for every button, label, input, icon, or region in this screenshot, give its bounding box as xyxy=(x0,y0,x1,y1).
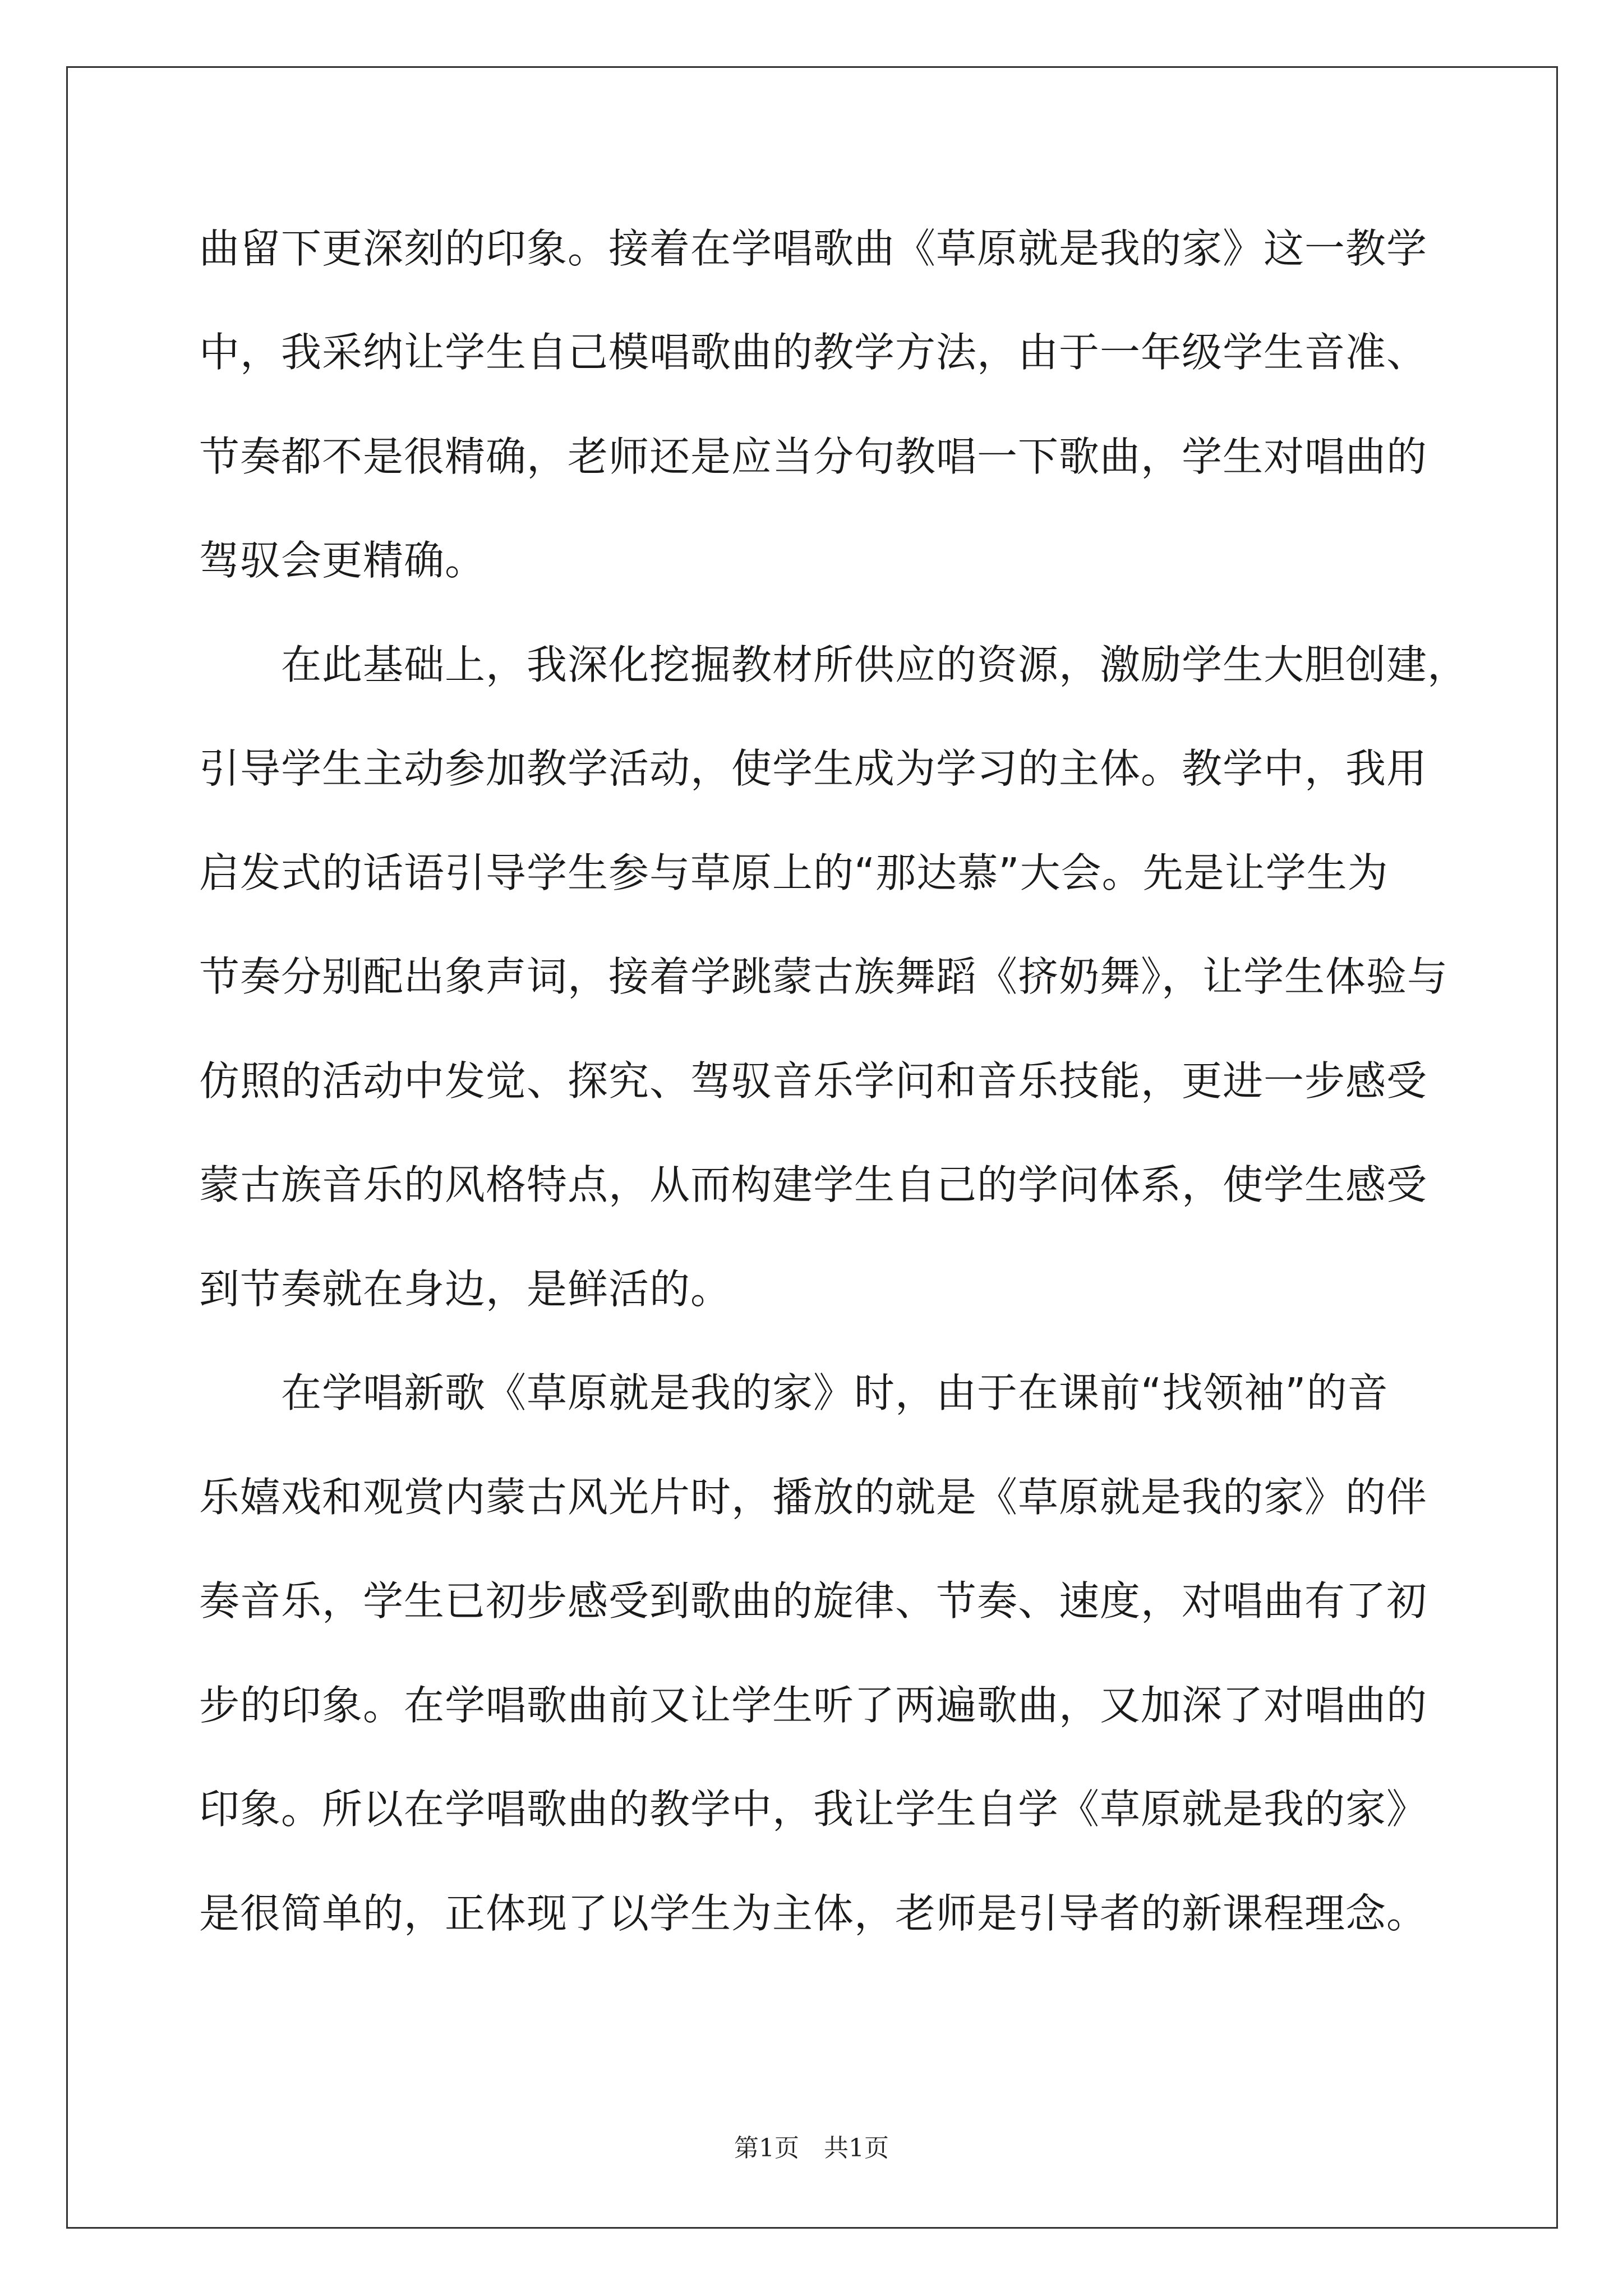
text-line-17: 是很简单的，正体现了以学生为主体，老师是引导者的新课程理念。 xyxy=(199,1890,1428,1937)
text-line-11: 到节奏就在身边，是鲜活的。 xyxy=(199,1266,732,1313)
text-line-1: 曲留下更深刻的印象。接着在学唱歌曲《草原就是我的家》这一教学 xyxy=(199,225,1428,272)
text-line-13: 乐嬉戏和观赏内蒙古风光片时，播放的就是《草原就是我的家》的伴 xyxy=(199,1474,1428,1521)
text-line-14: 奏音乐，学生已初步感受到歌曲的旋律、节奏、速度，对唱曲有了初 xyxy=(199,1577,1428,1625)
text-line-16: 印象。所以在学唱歌曲的教学中，我让学生自学《草原就是我的家》 xyxy=(199,1786,1428,1833)
text-line-12: 在学唱新歌《草原就是我的家》时，由于在课前“找领袖”的音 xyxy=(199,1369,1389,1416)
page-number-footer: 第1页 共1页 xyxy=(734,2134,889,2162)
text-line-2: 中，我采纳让学生自己模唱歌曲的教学方法，由于一年级学生音准、 xyxy=(199,329,1428,376)
text-line-10: 蒙古族音乐的风格特点，从而构建学生自己的学问体系，使学生感受 xyxy=(199,1161,1428,1208)
text-line-9: 仿照的活动中发觉、探究、驾驭音乐学问和音乐技能，更进一步感受 xyxy=(199,1057,1428,1105)
text-line-8: 节奏分别配出象声词，接着学跳蒙古族舞蹈《挤奶舞》，让学生体验与 xyxy=(199,953,1449,1000)
text-line-7: 启发式的话语引导学生参与草原上的“那达慕”大会。先是让学生为 xyxy=(199,849,1389,896)
text-line-3: 节奏都不是很精确，老师还是应当分句教唱一下歌曲，学生对唱曲的 xyxy=(199,433,1428,480)
text-line-5: 在此基础上，我深化挖掘教材所供应的资源，激励学生大胆创建， xyxy=(199,641,1469,688)
text-line-4: 驾驭会更精确。 xyxy=(199,537,486,584)
text-line-6: 引导学生主动参加教学活动，使学生成为学习的主体。教学中，我用 xyxy=(199,745,1428,792)
text-line-15: 步的印象。在学唱歌曲前又让学生听了两遍歌曲，又加深了对唱曲的 xyxy=(199,1682,1428,1729)
